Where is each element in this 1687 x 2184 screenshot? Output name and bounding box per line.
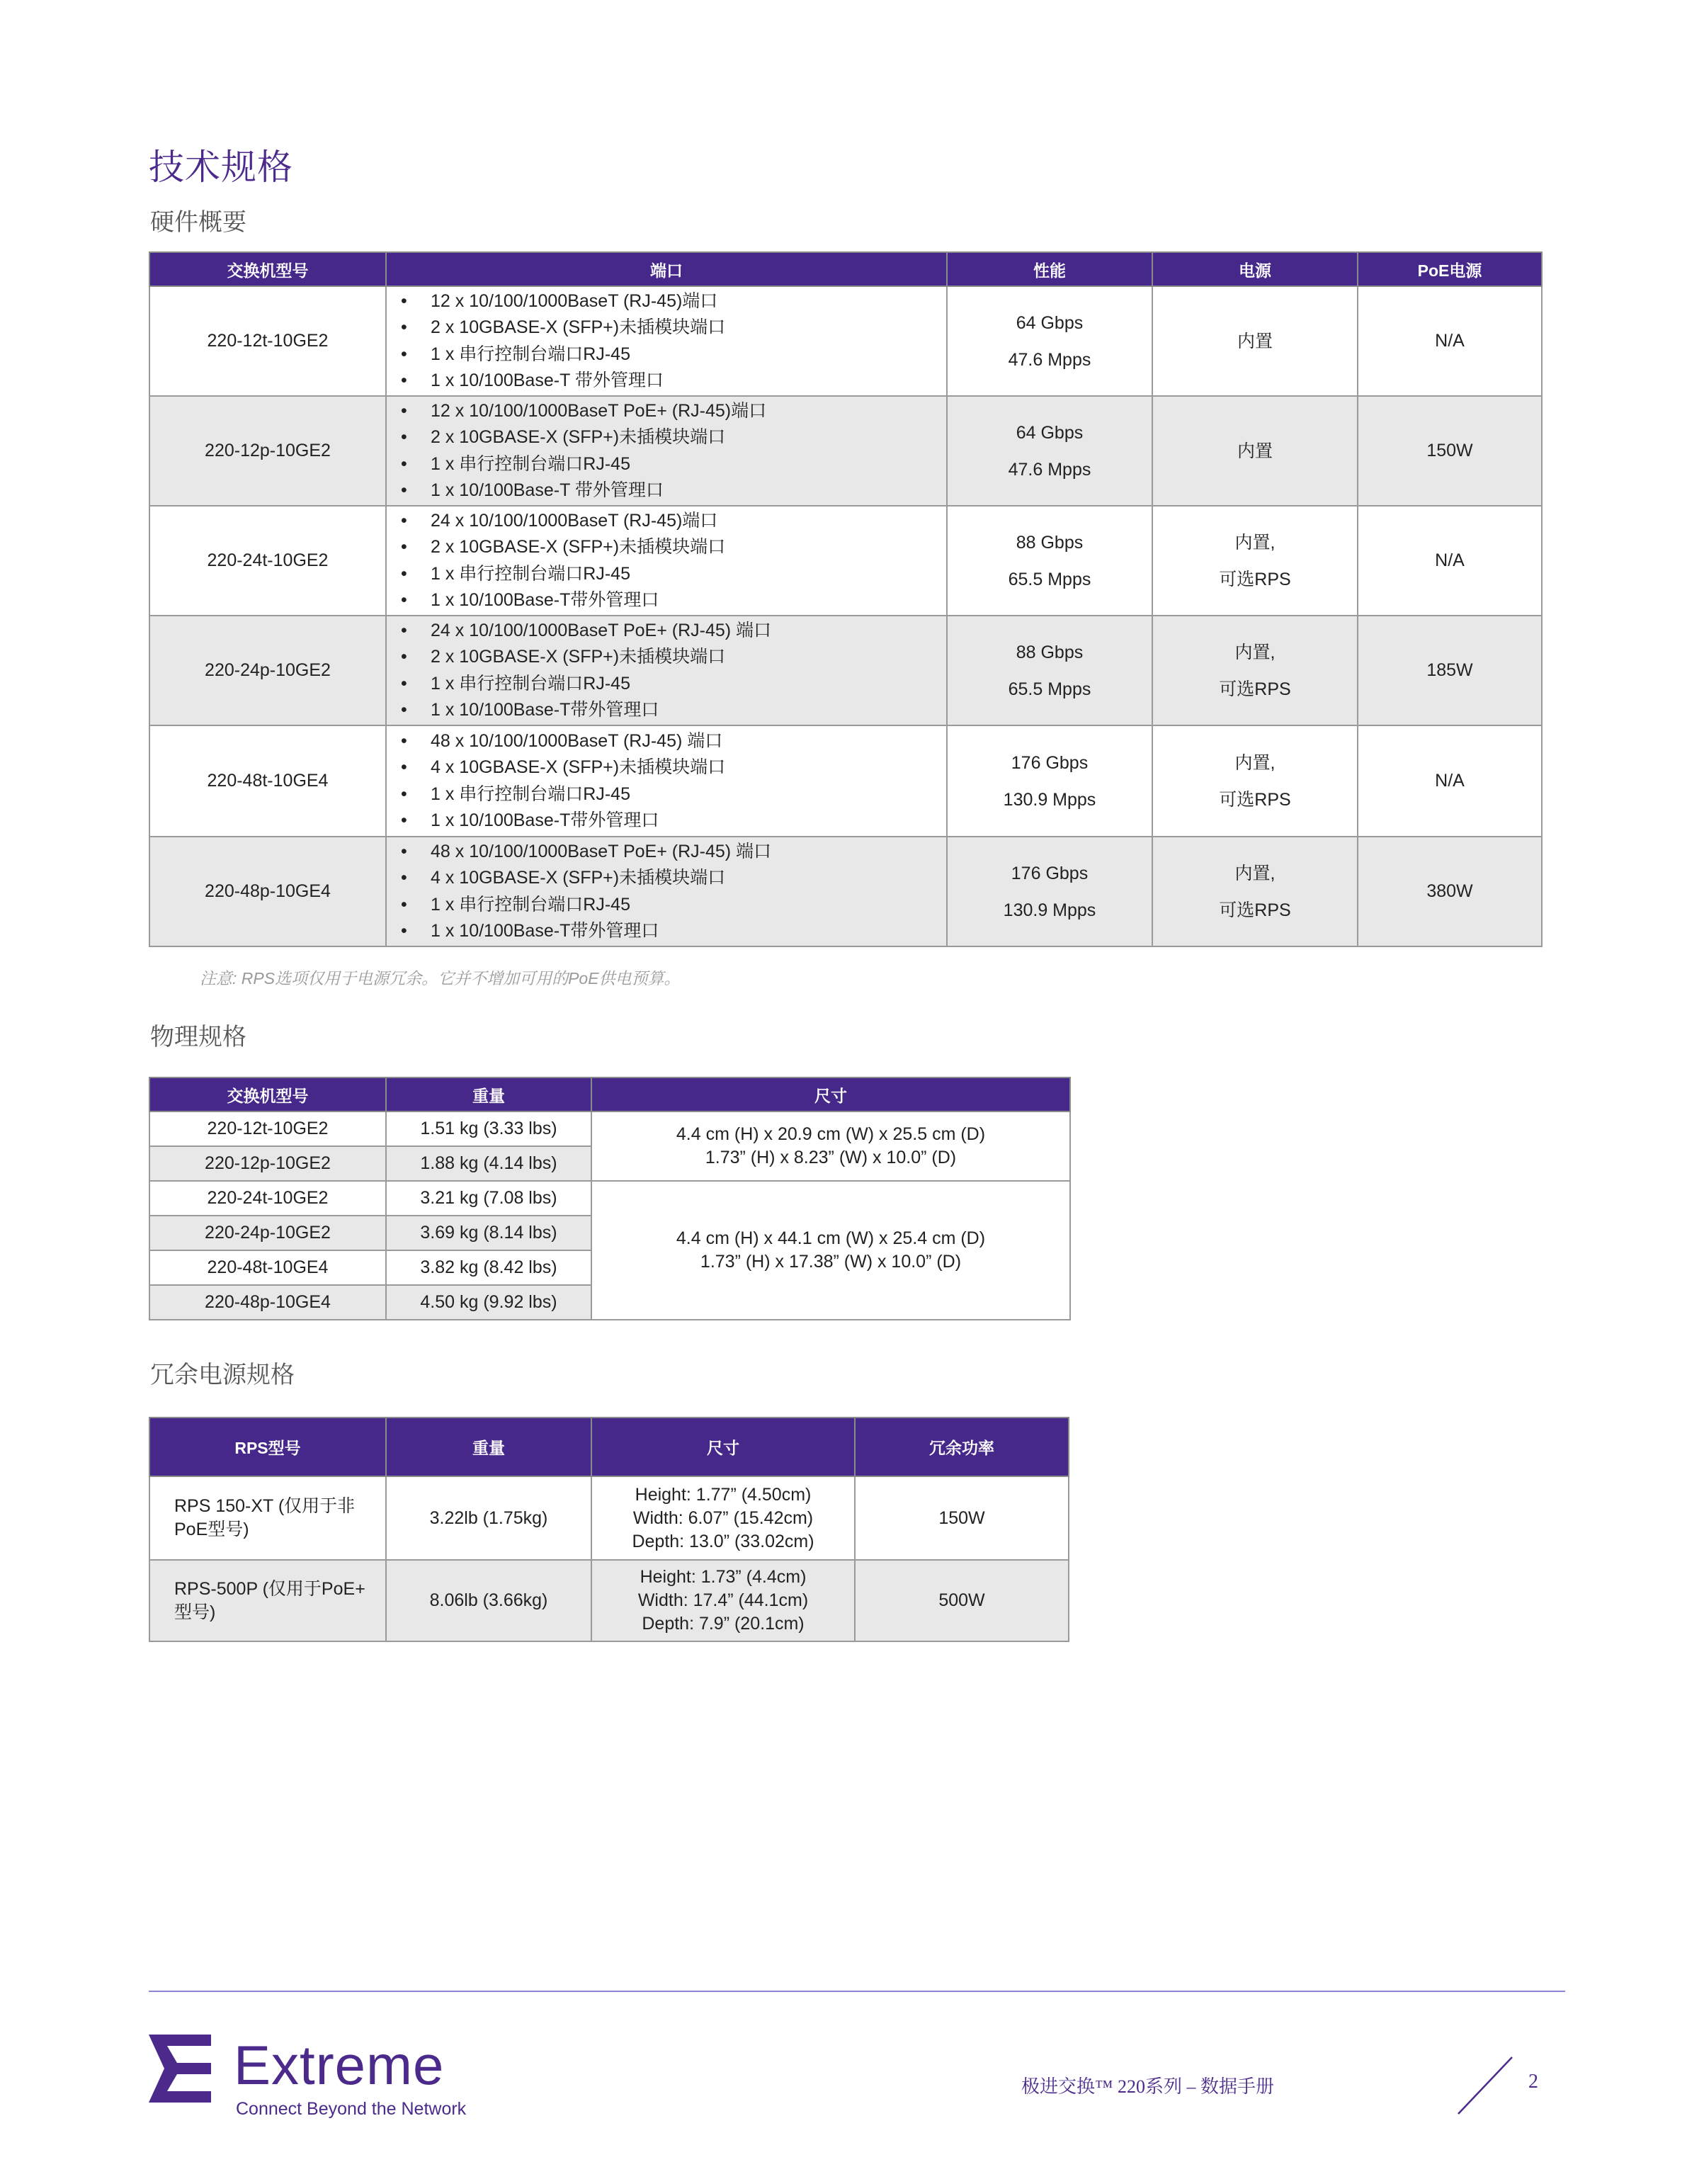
performance-cell: 64 Gbps 47.6 Mpps	[947, 396, 1152, 506]
rps-model-cell: RPS 150-XT (仅用于非 PoE型号)	[149, 1476, 386, 1560]
weight-cell: 4.50 kg (9.92 lbs)	[386, 1285, 591, 1320]
weight-cell: 8.06lb (3.66kg)	[386, 1560, 591, 1641]
ports-cell	[386, 506, 947, 616]
port-line: • 48 x 10/100/1000BaseT PoE+ (RJ-45) 端口	[401, 841, 772, 861]
port-line: • 12 x 10/100/1000BaseT (RJ-45)端口	[401, 290, 718, 311]
header-model: 交换机型号	[149, 1077, 386, 1111]
extreme-logo-icon	[149, 2035, 211, 2103]
port-line: • 1 x 串行控制台端口RJ-45	[401, 344, 630, 364]
table-header-row	[149, 1418, 1069, 1476]
model-cell: 220-12p-10GE2	[149, 1146, 386, 1181]
port-line: • 1 x 10/100Base-T带外管理口	[401, 921, 659, 941]
port-line: • 2 x 10GBASE-X (SFP+)未插模块端口	[401, 537, 726, 557]
port-line: • 1 x 10/100Base-T带外管理口	[401, 810, 659, 830]
table-row	[149, 725, 1542, 837]
model-cell: 220-12t-10GE2	[149, 286, 386, 396]
table-row	[149, 1111, 1070, 1146]
performance-cell: 88 Gbps 65.5 Mpps	[947, 616, 1152, 725]
size-cell: Height: 1.73” (4.4cm) Width: 17.4” (44.1cm) Depth: 7.9” (20.1cm)	[591, 1560, 855, 1641]
rps-model-cell: RPS-500P (仅用于PoE+ 型号)	[149, 1560, 386, 1641]
poe-cell: 150W	[1358, 396, 1542, 506]
port-line: • 1 x 10/100Base-T带外管理口	[401, 700, 659, 720]
ports-cell	[386, 837, 947, 946]
power-cell: 内置, 可选RPS	[1152, 725, 1358, 837]
model-cell: 220-24p-10GE2	[149, 616, 386, 725]
brand-name: Extreme	[234, 2034, 445, 2096]
header-dimensions: 尺寸	[591, 1077, 1070, 1111]
model-cell: 220-24t-10GE2	[149, 506, 386, 616]
table-header-row	[149, 252, 1542, 286]
weight-cell: 3.82 kg (8.42 lbs)	[386, 1250, 591, 1285]
power-cell: 内置	[1152, 396, 1358, 506]
table-row	[149, 837, 1542, 946]
header-performance: 性能	[947, 252, 1152, 286]
weight-cell: 1.88 kg (4.14 lbs)	[386, 1146, 591, 1181]
dimensions-cell: 4.4 cm (H) x 44.1 cm (W) x 25.4 cm (D) 1.73” (H) x 17.38” (W) x 10.0” (D)	[591, 1181, 1070, 1320]
port-line: • 1 x 10/100Base-T带外管理口	[401, 590, 659, 610]
port-line: • 12 x 10/100/1000BaseT PoE+ (RJ-45)端口	[401, 400, 767, 421]
ports-cell	[386, 286, 947, 396]
header-redundant-power: 冗余功率	[855, 1418, 1069, 1476]
performance-cell: 64 Gbps 47.6 Mpps	[947, 286, 1152, 396]
power-cell: 内置	[1152, 286, 1358, 396]
ports-cell	[386, 725, 947, 837]
performance-cell: 88 Gbps 65.5 Mpps	[947, 506, 1152, 616]
table-row	[149, 1476, 1069, 1560]
model-cell: 220-12p-10GE2	[149, 396, 386, 506]
header-rps-model: RPS型号	[149, 1418, 386, 1476]
model-cell: 220-24p-10GE2	[149, 1216, 386, 1250]
weight-cell: 3.22lb (1.75kg)	[386, 1476, 591, 1560]
poe-cell: 380W	[1358, 837, 1542, 946]
model-cell: 220-24t-10GE2	[149, 1181, 386, 1216]
weight-cell: 3.69 kg (8.14 lbs)	[386, 1216, 591, 1250]
table-row	[149, 396, 1542, 506]
power-cell: 150W	[855, 1476, 1069, 1560]
slash-divider-icon	[1455, 2054, 1516, 2117]
model-cell: 220-48t-10GE4	[149, 1250, 386, 1285]
power-cell: 内置, 可选RPS	[1152, 837, 1358, 946]
table-row	[149, 506, 1542, 616]
hardware-table	[149, 251, 1543, 947]
dimensions-cell: 4.4 cm (H) x 20.9 cm (W) x 25.5 cm (D) 1.73” (H) x 8.23” (W) x 10.0” (D)	[591, 1111, 1070, 1181]
poe-cell: N/A	[1358, 725, 1542, 837]
header-weight: 重量	[386, 1077, 591, 1111]
table-row	[149, 1560, 1069, 1641]
section-heading-rps: 冗余电源规格	[150, 1362, 295, 1388]
rps-note: 注意: RPS选项仅用于电源冗余。它并不增加可用的PoE供电预算。	[200, 969, 681, 988]
port-line: • 4 x 10GBASE-X (SFP+)未插模块端口	[401, 868, 726, 888]
port-line: • 24 x 10/100/1000BaseT (RJ-45)端口	[401, 510, 718, 531]
power-cell: 内置, 可选RPS	[1152, 616, 1358, 725]
power-cell: 500W	[855, 1560, 1069, 1641]
footer-divider	[149, 1991, 1565, 1992]
poe-cell: 185W	[1358, 616, 1542, 725]
port-line: • 48 x 10/100/1000BaseT (RJ-45) 端口	[401, 730, 723, 751]
port-line: • 1 x 串行控制台端口RJ-45	[401, 563, 630, 584]
port-line: • 1 x 10/100Base-T 带外管理口	[401, 370, 664, 390]
header-poe: PoE电源	[1358, 252, 1542, 286]
section-heading-hardware: 硬件概要	[150, 209, 246, 236]
performance-cell: 176 Gbps 130.9 Mpps	[947, 837, 1152, 946]
table-row	[149, 616, 1542, 725]
poe-cell: N/A	[1358, 286, 1542, 396]
size-cell: Height: 1.77” (4.50cm) Width: 6.07” (15.42cm) Depth: 13.0” (33.02cm)	[591, 1476, 855, 1560]
model-cell: 220-48p-10GE4	[149, 837, 386, 946]
model-cell: 220-48t-10GE4	[149, 725, 386, 837]
header-ports: 端口	[386, 252, 947, 286]
port-line: • 4 x 10GBASE-X (SFP+)未插模块端口	[401, 757, 726, 777]
model-cell: 220-48p-10GE4	[149, 1285, 386, 1320]
footer-document-title: 极进交换™ 220系列 – 数据手册	[1021, 2076, 1274, 2097]
rps-table	[149, 1417, 1069, 1642]
header-model: 交换机型号	[149, 252, 386, 286]
model-cell: 220-12t-10GE2	[149, 1111, 386, 1146]
port-line: • 1 x 串行控制台端口RJ-45	[401, 783, 630, 804]
poe-cell: N/A	[1358, 506, 1542, 616]
port-line: • 24 x 10/100/1000BaseT PoE+ (RJ-45) 端口	[401, 620, 772, 640]
port-line: • 1 x 10/100Base-T 带外管理口	[401, 480, 664, 500]
performance-cell: 176 Gbps 130.9 Mpps	[947, 725, 1152, 837]
weight-cell: 1.51 kg (3.33 lbs)	[386, 1111, 591, 1146]
port-line: • 2 x 10GBASE-X (SFP+)未插模块端口	[401, 427, 726, 447]
port-line: • 2 x 10GBASE-X (SFP+)未插模块端口	[401, 317, 726, 337]
port-line: • 1 x 串行控制台端口RJ-45	[401, 894, 630, 915]
page-number: 2	[1528, 2071, 1538, 2093]
table-row	[149, 1181, 1070, 1216]
ports-cell	[386, 616, 947, 725]
header-power: 电源	[1152, 252, 1358, 286]
table-header-row	[149, 1077, 1070, 1111]
power-cell: 内置, 可选RPS	[1152, 506, 1358, 616]
section-heading-physical: 物理规格	[150, 1024, 246, 1051]
physical-table	[149, 1077, 1071, 1320]
brand-tagline: Connect Beyond the Network	[236, 2099, 467, 2119]
ports-cell	[386, 396, 947, 506]
port-line: • 2 x 10GBASE-X (SFP+)未插模块端口	[401, 647, 726, 667]
weight-cell: 3.21 kg (7.08 lbs)	[386, 1181, 591, 1216]
header-size: 尺寸	[591, 1418, 855, 1476]
port-line: • 1 x 串行控制台端口RJ-45	[401, 453, 630, 474]
page-title: 技术规格	[149, 147, 293, 187]
table-row	[149, 286, 1542, 396]
header-weight: 重量	[386, 1418, 591, 1476]
port-line: • 1 x 串行控制台端口RJ-45	[401, 673, 630, 694]
